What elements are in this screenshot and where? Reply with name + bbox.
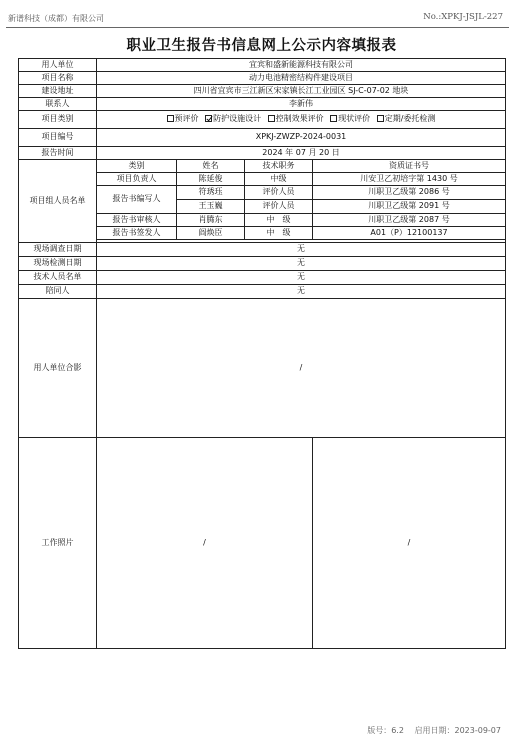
project-name-label: 项目名称 <box>19 72 97 85</box>
project-no-label: 项目编号 <box>19 129 97 147</box>
member-name: 肖腾东 <box>177 214 245 227</box>
report-date-value: 2024 年 07 月 20 日 <box>97 147 506 160</box>
survey-date-value: 无 <box>97 243 506 257</box>
option-label: 防护设施设计 <box>213 114 262 124</box>
category-option-status-evaluation[interactable] <box>330 114 370 123</box>
row-employer-photo <box>19 299 506 438</box>
test-date-value: 无 <box>97 257 506 271</box>
member-role: 报告书签发人 <box>97 227 177 240</box>
work-photo-right: / <box>313 438 506 649</box>
members-header-category: 类别 <box>97 160 177 173</box>
member-role: 项目负责人 <box>97 173 177 186</box>
member-role: 报告书编写人 <box>97 186 177 214</box>
row-tech-staff <box>19 271 506 285</box>
version-number: 版号：6.2 <box>367 726 404 735</box>
member-cert: 川职卫乙级第 2086 号 <box>313 186 506 200</box>
row-project-name <box>19 72 506 85</box>
member-name: 陈延俊 <box>177 173 245 186</box>
member-role: 报告书审核人 <box>97 214 177 227</box>
member-title: 中 级 <box>245 227 313 240</box>
category-label: 项目类别 <box>19 111 97 129</box>
checkbox-icon[interactable] <box>268 115 275 122</box>
member-name: 符琇珏 <box>177 186 245 200</box>
company-name: 新谱科技（成都）有限公司 <box>8 14 104 23</box>
row-employer <box>19 59 506 72</box>
members-header-row <box>19 160 506 173</box>
work-photos-label: 工作照片 <box>19 438 97 649</box>
row-project-no <box>19 129 506 147</box>
member-cert: 川安卫乙初培字第 1430 号 <box>313 173 506 186</box>
member-title: 评价人员 <box>245 200 313 214</box>
member-cert: A01（P）12100137 <box>313 227 506 240</box>
contact-value: 李新伟 <box>97 98 506 111</box>
document-number: No.:XPKJ-JSJL-227 <box>423 12 503 22</box>
employer-label: 用人单位 <box>19 59 97 72</box>
row-category <box>19 111 506 129</box>
category-options <box>97 111 506 129</box>
row-test-date <box>19 257 506 271</box>
member-cert: 川职卫乙级第 2091 号 <box>313 200 506 214</box>
category-option-control-effect[interactable] <box>268 114 324 123</box>
employer-photo-area: / <box>97 299 506 438</box>
member-name: 阎焕臣 <box>177 227 245 240</box>
checkbox-icon[interactable] <box>330 115 337 122</box>
row-work-photos <box>19 438 506 649</box>
members-header-name: 姓名 <box>177 160 245 173</box>
checkbox-icon[interactable] <box>377 115 384 122</box>
row-address <box>19 85 506 98</box>
option-label: 现状评价 <box>338 114 371 124</box>
enable-date: 启用日期：2023-09-07 <box>414 726 501 735</box>
escort-value: 无 <box>97 285 506 299</box>
project-name-value: 动力电池精密结构件建设项目 <box>97 72 506 85</box>
row-survey-date <box>19 243 506 257</box>
address-label: 建设地址 <box>19 85 97 98</box>
work-photo-left: / <box>97 438 313 649</box>
address-value: 四川省宜宾市三江新区宋家镇长江工业园区 SJ-C-07-02 地块 <box>97 85 506 98</box>
employer-value: 宜宾和盛新能源科技有限公司 <box>97 59 506 72</box>
header-divider <box>6 27 509 28</box>
checked-checkbox-icon[interactable] <box>205 115 212 122</box>
project-no-value: XPKJ-ZWZP-2024-0031 <box>97 129 506 147</box>
disclosure-form-table <box>18 58 506 649</box>
row-report-date <box>19 147 506 160</box>
page-title: 职业卫生报告书信息网上公示内容填报表 <box>126 37 397 54</box>
page-footer <box>359 725 501 736</box>
category-option-protective-design[interactable] <box>205 114 261 123</box>
tech-staff-value: 无 <box>97 271 506 285</box>
contact-label: 联系人 <box>19 98 97 111</box>
members-label: 项目组人员名单 <box>19 160 97 243</box>
report-date-label: 报告时间 <box>19 147 97 160</box>
option-label: 定期/委托检测 <box>384 114 436 124</box>
member-title: 中级 <box>245 173 313 186</box>
option-label: 控制效果评价 <box>275 114 324 124</box>
escort-label: 陪同人 <box>19 285 97 299</box>
members-header-cert: 资质证书号 <box>313 160 506 173</box>
member-title: 中 级 <box>245 214 313 227</box>
category-option-periodic-testing[interactable] <box>377 114 436 123</box>
survey-date-label: 现场调查日期 <box>19 243 97 257</box>
members-header-title: 技术职务 <box>245 160 313 173</box>
tech-staff-label: 技术人员名单 <box>19 271 97 285</box>
category-option-pre-evaluation[interactable] <box>167 114 199 123</box>
member-title: 评价人员 <box>245 186 313 200</box>
checkbox-icon[interactable] <box>167 115 174 122</box>
member-name: 王玉巍 <box>177 200 245 214</box>
test-date-label: 现场检测日期 <box>19 257 97 271</box>
employer-photo-label: 用人单位合影 <box>19 299 97 438</box>
option-label: 预评价 <box>174 114 199 124</box>
row-contact <box>19 98 506 111</box>
member-cert: 川职卫乙级第 2087 号 <box>313 214 506 227</box>
row-escort <box>19 285 506 299</box>
